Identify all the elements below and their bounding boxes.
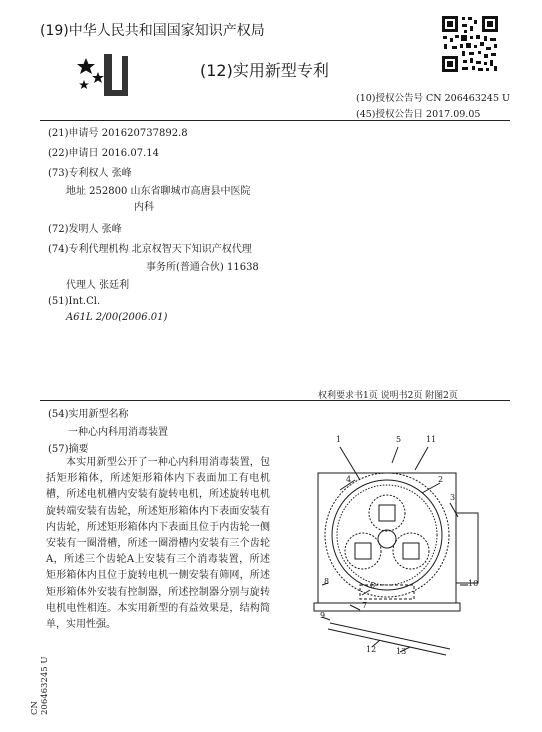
- figure-label: 9: [320, 611, 326, 620]
- address-line-1: 地址 252800 山东省聊城市高唐县中医院: [66, 186, 251, 197]
- gear-a-left: [345, 533, 381, 569]
- figure-label: 5: [396, 435, 402, 444]
- figure-label: 1: [336, 435, 342, 444]
- ramp-line-1: [330, 623, 450, 649]
- figure-label: 3: [450, 493, 456, 502]
- disinfector-top: [379, 505, 395, 521]
- ramp-line-2: [328, 629, 446, 655]
- agency-line-2: 事务所(普通合伙) 11638: [146, 262, 259, 273]
- figure-label: 12: [366, 645, 377, 654]
- figure-label: 4: [346, 475, 352, 484]
- disinfector-left: [355, 543, 371, 559]
- figure-label: 2: [438, 475, 444, 484]
- abstract-text: 本实用新型公开了一种心内科用消毒装置，包括矩形箱体，所述矩形箱体内下表面加工有电机槽，所述电机槽内安装有旋转电机，所述旋转电机旋转端安装有齿轮，所述矩形箱体内下表面安装有内齿轮，所述矩形箱体内下表面且位于内齿轮一侧安装有一圈滑槽，所述一圈滑槽内安装有三个齿轮A，所述三个齿轮A上安装有三个消毒装置，所述矩形箱体内且位于旋转电机一侧安装有筛网，所述矩形箱体外安装有控制器，所述控制器分别与旋转电机电性相连。本实用新型的有益效果是，结构简单，实用性强。: [46, 457, 270, 631]
- qr-code-icon: [440, 14, 500, 74]
- figure-label: 7: [362, 601, 368, 610]
- address-line-2: 内科: [134, 202, 154, 213]
- application-date: (22)申请日 2016.07.14: [48, 148, 159, 159]
- header-divider: [40, 120, 510, 121]
- doc-type-title: (12)实用新型专利: [200, 61, 329, 80]
- figure-label: 6: [370, 581, 376, 590]
- patent-figure: [300, 435, 510, 660]
- center-gear: [378, 530, 396, 548]
- int-cl-label: (51)Int.Cl.: [48, 296, 101, 307]
- office-name: (19)中华人民共和国国家知识产权局: [40, 23, 265, 39]
- pages-info: 权利要求书1页 说明书2页 附图2页: [318, 391, 458, 401]
- slide-groove: [337, 485, 437, 585]
- application-number: (21)申请号 201620737892.8: [48, 128, 188, 139]
- section-divider: [40, 400, 510, 401]
- ring-gear-inner: [332, 480, 442, 590]
- agency-line-1: (74)专利代理机构 北京权智天下知识产权代理: [48, 244, 252, 255]
- inventor: (72)发明人 张峰: [48, 224, 122, 235]
- base-plate: [314, 603, 460, 611]
- ipc-code: A61L 2/00(2006.01): [66, 312, 168, 323]
- figure-label: 13: [396, 647, 407, 656]
- disinfector-right: [403, 543, 419, 559]
- figure-label: 11: [426, 435, 437, 444]
- title-label: (54)实用新型名称: [48, 409, 129, 420]
- office-emblem-icon: [68, 50, 130, 100]
- box-outline: [318, 473, 456, 603]
- ring-gear-outer: [325, 473, 449, 597]
- agent: 代理人 张廷利: [66, 280, 130, 291]
- abstract-label: (57)摘要: [48, 444, 89, 455]
- patentee: (73)专利权人 张峰: [48, 168, 132, 179]
- figure-label: 8: [324, 577, 330, 586]
- side-publication-number: CN 206463245 U: [30, 656, 50, 715]
- grant-number: (10)授权公告号 CN 206463245 U: [356, 93, 511, 104]
- utility-model-title: 一种心内科用消毒装置: [68, 427, 168, 438]
- controller: [456, 513, 478, 583]
- gear-a-top: [369, 495, 405, 531]
- grant-date: (45)授权公告日 2017.09.05: [356, 109, 481, 120]
- gear-a-right: [393, 533, 429, 569]
- figure-label: 10: [468, 579, 479, 588]
